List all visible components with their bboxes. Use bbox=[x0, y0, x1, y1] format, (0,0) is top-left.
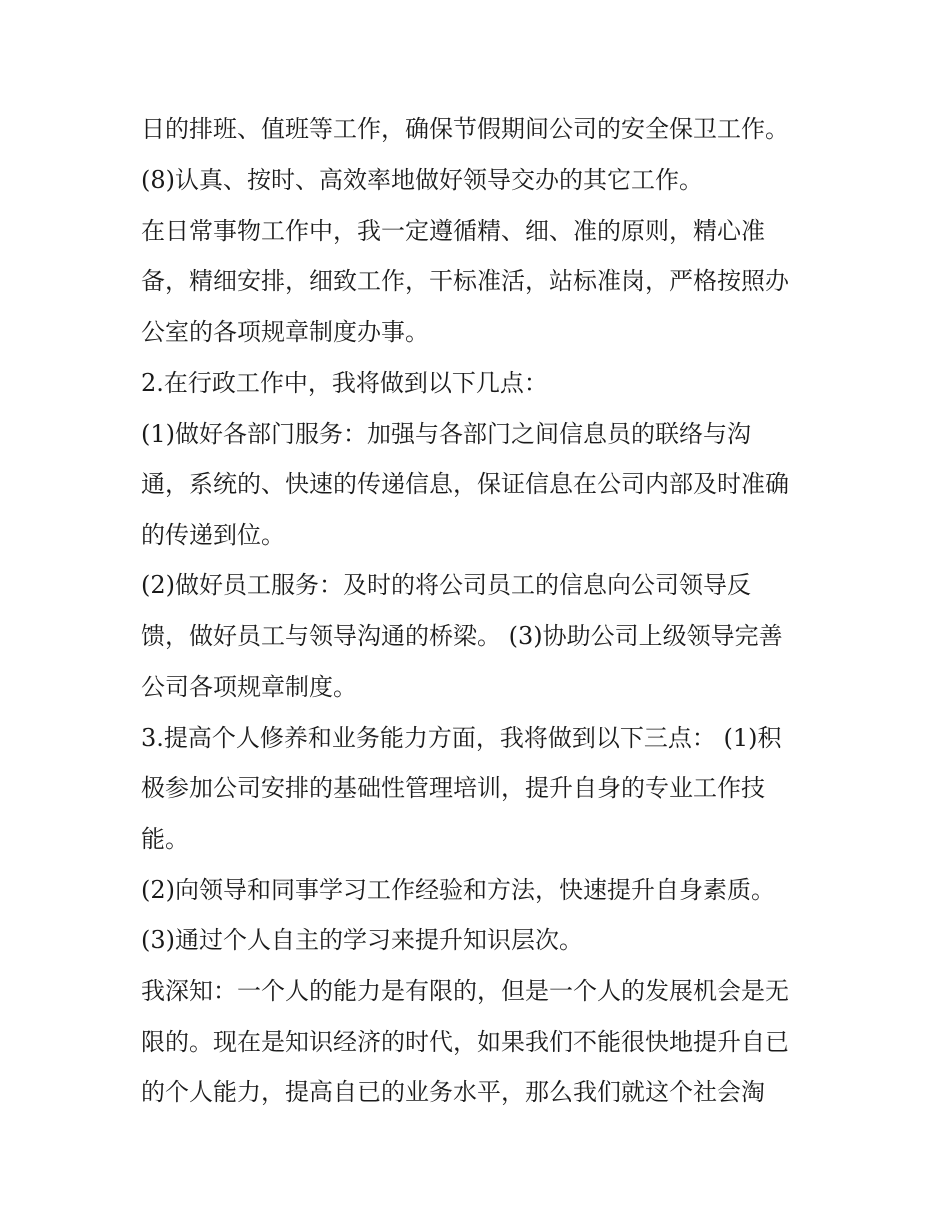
text-line: 的传递到位。 bbox=[141, 521, 285, 549]
text-line: 通，系统的、快速的传递信息，保证信息在公司内部及时准确 bbox=[141, 470, 789, 498]
text-line: 能。 bbox=[141, 825, 189, 853]
text-line: 在日常事物工作中，我一定遵循精、细、准的原则，精心准 bbox=[141, 217, 765, 245]
text-line: 公室的各项规章制度办事。 bbox=[141, 318, 429, 346]
text-line: 馈，做好员工与领导沟通的桥梁。 (3)协助公司上级领导完善 bbox=[141, 622, 783, 650]
text-line: (1)做好各部门服务：加强与各部门之间信息员的联络与沟 bbox=[141, 420, 751, 448]
text-line: (2)向领导和同事学习工作经验和方法，快速提升自身素质。 bbox=[141, 876, 775, 904]
text-line: (3)通过个人自主的学习来提升知识层次。 bbox=[141, 926, 583, 954]
text-line: 2.在行政工作中，我将做到以下几点： bbox=[141, 369, 548, 397]
text-line: (2)做好员工服务：及时的将公司员工的信息向公司领导反 bbox=[141, 571, 751, 599]
text-line: 备，精细安排，细致工作，干标准活，站标准岗，严格按照办 bbox=[141, 267, 789, 295]
text-line: 公司各项规章制度。 bbox=[141, 673, 357, 701]
text-line: 我深知：一个人的能力是有限的，但是一个人的发展机会是无 bbox=[141, 977, 789, 1005]
text-line: (8)认真、按时、高效率地做好领导交办的其它工作。 bbox=[141, 166, 703, 194]
text-line: 3.提高个人修养和业务能力方面，我将做到以下三点： (1)积 bbox=[141, 724, 782, 752]
text-line: 限的。现在是知识经济的时代，如果我们不能很快地提升自已 bbox=[141, 1028, 789, 1056]
text-line: 日的排班、值班等工作，确保节假期间公司的安全保卫工作。 bbox=[141, 115, 789, 143]
text-line: 极参加公司安排的基础性管理培训，提升自身的专业工作技 bbox=[141, 774, 765, 802]
text-line: 的个人能力，提高自已的业务水平，那么我们就这个社会淘 bbox=[141, 1078, 765, 1106]
